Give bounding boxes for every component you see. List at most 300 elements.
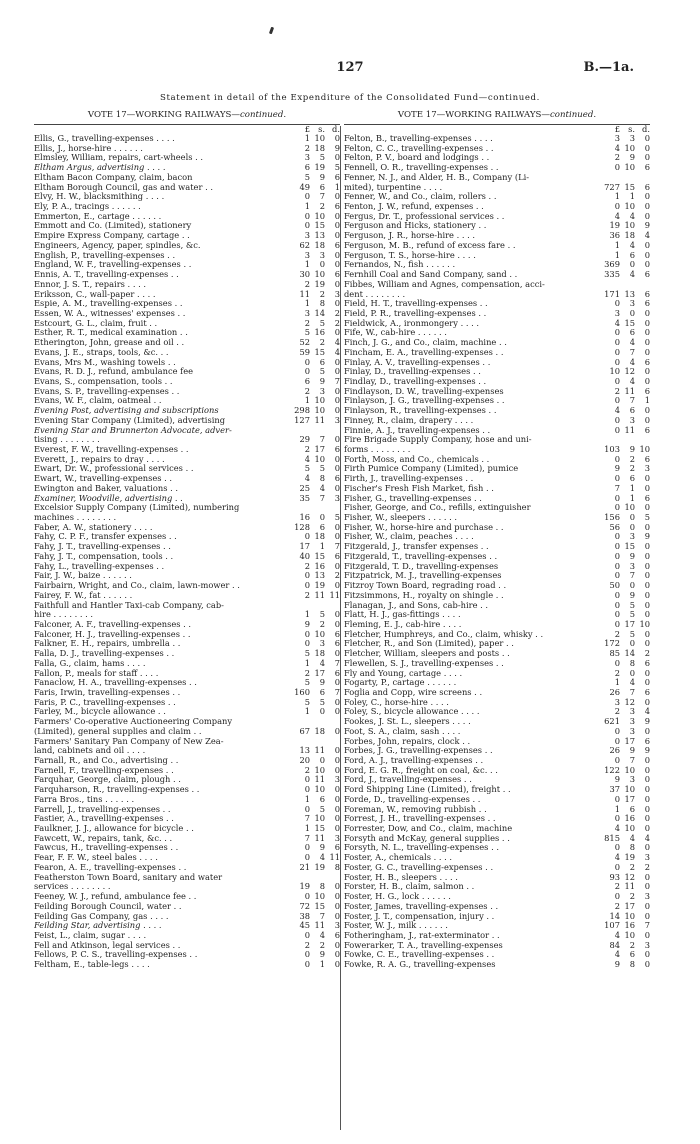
pounds-value: 0 — [614, 346, 620, 357]
expenditure-row — [344, 455, 650, 465]
amount — [594, 601, 650, 611]
pounds-value: 3 — [614, 696, 620, 707]
amount — [594, 445, 650, 455]
pence-value: 5 — [334, 162, 340, 173]
shillings-value: 19 — [314, 580, 325, 591]
pounds-value: 0 — [304, 784, 310, 795]
amount — [594, 290, 650, 300]
amount — [284, 270, 340, 280]
amount — [594, 814, 650, 824]
pence-value: 0 — [334, 813, 340, 824]
expenditure-row — [34, 241, 340, 251]
amount — [594, 552, 650, 562]
amount — [594, 698, 650, 708]
shillings-value: 11 — [624, 881, 635, 892]
shillings-header: s. — [628, 124, 635, 134]
shillings-value: 5 — [629, 599, 635, 610]
amount — [594, 902, 650, 912]
vote-header-right — [344, 110, 650, 121]
payee-description: Field, H. T., travelling-expenses . . — [344, 299, 488, 309]
pence-value: 0 — [334, 677, 340, 688]
pence-value: 6 — [644, 288, 650, 299]
payee-description: Empire Express Company, cartage . . — [34, 231, 190, 241]
amount — [594, 231, 650, 241]
expenditure-row — [34, 144, 340, 154]
expenditure-row — [34, 824, 340, 834]
expenditure-row — [34, 571, 340, 581]
statement-title — [0, 93, 700, 103]
pounds-value: 35 — [299, 492, 310, 503]
expenditure-row — [344, 426, 650, 436]
expenditure-row — [34, 921, 340, 931]
pounds-value: 4 — [614, 852, 620, 863]
amount — [284, 785, 340, 795]
pounds-value: 0 — [614, 424, 620, 435]
pounds-value: 9 — [304, 618, 310, 629]
amount — [284, 348, 340, 358]
shillings-value: 3 — [629, 706, 635, 717]
shillings-value: 8 — [319, 881, 325, 892]
pounds-value: 0 — [614, 337, 620, 348]
pounds-value: 369 — [604, 259, 620, 270]
expenditure-row — [34, 464, 340, 474]
payee-description: Fookes, J. St. L., sleepers . . . . — [344, 717, 471, 727]
pence-value: 0 — [644, 628, 650, 639]
pounds-value: 5 — [304, 171, 310, 182]
pounds-value: 11 — [299, 288, 310, 299]
payee-description: Flanagan, J., and Sons, cab-hire . . — [344, 600, 489, 610]
amount — [594, 873, 650, 883]
expenditure-row — [34, 795, 340, 805]
payee-description: Fieldwick, A., ironmongery . . . . — [344, 318, 480, 328]
payee-description: Etherington, John, grease and oil . . — [34, 338, 185, 348]
pounds-value: 0 — [614, 473, 620, 484]
shillings-value: 9 — [629, 550, 635, 561]
payee-description: English, P., travelling-expenses . . — [34, 250, 176, 260]
payee-description: Farquharson, R., travelling-expenses . . — [34, 785, 200, 795]
amount — [594, 639, 650, 649]
shillings-value: 11 — [314, 589, 325, 600]
pounds-value: 6 — [304, 375, 310, 386]
expenditure-row — [34, 290, 340, 300]
amount — [284, 931, 340, 941]
pounds-value: 5 — [304, 696, 310, 707]
pence-value: 0 — [644, 774, 650, 785]
shillings-value: 10 — [314, 405, 325, 416]
expenditure-row — [34, 532, 340, 542]
expenditure-row — [344, 532, 650, 542]
shillings-value: 0 — [629, 667, 635, 678]
pounds-value: 1 — [614, 249, 620, 260]
pounds-value: 0 — [614, 356, 620, 367]
amount — [594, 950, 650, 960]
expenditure-row — [34, 805, 340, 815]
amount — [594, 843, 650, 853]
pence-value: 0 — [644, 589, 650, 600]
expenditure-row — [344, 387, 650, 397]
shillings-value: 5 — [319, 609, 325, 620]
payee-description: Flatt, H. J., gas-fittings . . . . — [344, 610, 461, 620]
pence-value: 0 — [644, 667, 650, 678]
pence-value: 0 — [644, 929, 650, 940]
expenditure-row — [34, 309, 340, 319]
pence-value: 0 — [644, 881, 650, 892]
payee-description: Falconer, H. J., travelling-expenses . . — [34, 629, 191, 639]
expenditure-row — [34, 960, 340, 970]
pounds-value: 25 — [299, 482, 310, 493]
pounds-value: 50 — [609, 580, 620, 591]
pence-value: 6 — [334, 473, 340, 484]
pounds-value: 4 — [614, 405, 620, 416]
shillings-value: 0 — [319, 259, 325, 270]
amount — [594, 309, 650, 319]
expenditure-row — [34, 202, 340, 212]
pence-value: 0 — [644, 375, 650, 386]
pounds-value: 52 — [299, 337, 310, 348]
expenditure-row — [34, 494, 340, 504]
pence-value: 0 — [644, 337, 650, 348]
amount — [594, 153, 650, 163]
shillings-value: 6 — [629, 249, 635, 260]
pence-value: 0 — [334, 298, 340, 309]
amount — [594, 474, 650, 484]
payee-description: Forsyth and McKay, general supplies . . — [344, 833, 510, 843]
expenditure-row — [344, 319, 650, 329]
amount — [284, 756, 340, 766]
pence-value: 8 — [334, 861, 340, 872]
shillings-value: 3 — [629, 298, 635, 309]
pence-value: 6 — [644, 424, 650, 435]
pence-value: 0 — [334, 385, 340, 396]
payee-description: Evans, Mrs M., washing towels . . — [34, 357, 176, 367]
pounds-value: 0 — [614, 570, 620, 581]
amount — [594, 785, 650, 795]
payee-description: dent . . . . . . . . — [344, 289, 406, 299]
payee-description: Fahy, C. P. F., transfer expenses . . — [34, 532, 177, 542]
shillings-value: 4 — [629, 677, 635, 688]
expenditure-row — [34, 319, 340, 329]
payee-description: Espie, A. M., travelling-expenses . . — [34, 299, 183, 309]
pence-header: d. — [642, 124, 650, 134]
pounds-value: 3 — [304, 307, 310, 318]
expenditure-row — [34, 503, 340, 513]
pounds-value: 0 — [614, 618, 620, 629]
expenditure-row — [344, 698, 650, 708]
amount — [284, 669, 340, 679]
pence-value: 0 — [334, 891, 340, 902]
amount — [594, 299, 650, 309]
amount — [284, 873, 340, 883]
pounds-value: 3 — [304, 249, 310, 260]
pounds-value: 335 — [604, 269, 620, 280]
payee-description: Findlayson, D. W., travelling-expenses — [344, 386, 504, 396]
payee-description: services . . . . . . . . — [34, 882, 111, 892]
expenditure-row — [34, 542, 340, 552]
expenditure-row — [344, 221, 650, 231]
payee-description: Farley, M., bicycle allowance . . — [34, 707, 166, 717]
pence-value: 3 — [334, 920, 340, 931]
payee-description: Eltham Argus, advertising . . . . — [34, 163, 166, 173]
amount — [594, 494, 650, 504]
expenditure-row — [344, 669, 650, 679]
pounds-value: 1 — [614, 191, 620, 202]
pounds-value: 156 — [604, 512, 620, 523]
pounds-value: 0 — [614, 201, 620, 212]
payee-description: Faris, Irwin, travelling-expenses . . — [34, 687, 181, 697]
pounds-value: 107 — [604, 920, 620, 931]
shillings-value: 0 — [319, 755, 325, 765]
expenditure-row — [344, 231, 650, 241]
pounds-value: 1 — [304, 298, 310, 309]
pence-value: 0 — [644, 638, 650, 649]
expenditure-row — [344, 183, 650, 193]
payee-description: Ennis, A. T., travelling-expenses . . — [34, 270, 179, 280]
shillings-value: 5 — [319, 366, 325, 377]
pounds-value: 0 — [614, 541, 620, 552]
amount — [594, 328, 650, 338]
expenditure-row — [34, 581, 340, 591]
pence-value: 7 — [334, 686, 340, 697]
shillings-value: 3 — [629, 716, 635, 727]
amount — [284, 523, 340, 533]
shillings-value: 7 — [629, 395, 635, 406]
stray-mark — [269, 27, 274, 35]
shillings-value: 7 — [629, 755, 635, 765]
pence-value: 0 — [334, 356, 340, 367]
pence-value: 0 — [334, 959, 340, 970]
amount — [594, 707, 650, 717]
pounds-value: 62 — [299, 239, 310, 250]
pence-value: 0 — [644, 327, 650, 338]
pounds-value: 0 — [304, 929, 310, 940]
pounds-value: 0 — [614, 813, 620, 824]
shillings-value: 9 — [629, 152, 635, 163]
amount — [594, 416, 650, 426]
expenditure-row — [34, 134, 340, 144]
pence-value: 0 — [644, 473, 650, 484]
pence-value: 0 — [334, 823, 340, 834]
amount — [284, 192, 340, 202]
payee-description: Forde, D., travelling-expenses . . — [344, 794, 481, 804]
pence-value: 0 — [334, 793, 340, 804]
shillings-value: 18 — [314, 142, 325, 153]
pence-value: 0 — [334, 803, 340, 814]
shillings-value: 6 — [629, 327, 635, 338]
expenditure-row — [34, 231, 340, 241]
expenditure-row — [34, 912, 340, 922]
expenditure-row — [34, 717, 340, 727]
pence-value: 6 — [334, 550, 340, 561]
amount — [594, 912, 650, 922]
shillings-value: 17 — [624, 900, 635, 911]
pounds-value: 1 — [614, 803, 620, 814]
amount — [284, 805, 340, 815]
pounds-value: 0 — [304, 210, 310, 221]
payee-description: Fisher, W., claim, peaches . . . . — [344, 532, 474, 542]
pounds-value: 727 — [604, 181, 620, 192]
pounds-value: 93 — [609, 871, 620, 882]
pounds-value: 0 — [614, 589, 620, 600]
expenditure-row — [344, 163, 650, 173]
amount — [594, 212, 650, 222]
shillings-value: 11 — [314, 774, 325, 785]
shillings-value: 3 — [629, 560, 635, 571]
payee-description: Ferguson, T. S., horse-hire . . . . — [344, 250, 476, 260]
payee-description: Ferguson and Hicks, stationery . . — [344, 221, 487, 231]
amount — [594, 960, 650, 970]
payee-description: Felton, B., travelling-expenses . . . . — [344, 134, 493, 143]
shillings-value: 5 — [319, 696, 325, 707]
expenditure-row — [344, 445, 650, 455]
amount — [594, 620, 650, 630]
amount — [594, 260, 650, 270]
payee-description: Foster, A., chemicals . . . . — [344, 853, 453, 863]
payee-description: Foster, H. B., sleepers . . . . — [344, 872, 458, 882]
pounds-value: 84 — [609, 939, 620, 950]
amount — [284, 144, 340, 154]
payee-description: Felton, P. V., board and lodgings . . — [344, 153, 490, 163]
expenditure-row — [344, 678, 650, 688]
shillings-value: 8 — [629, 842, 635, 853]
pence-value: 0 — [334, 327, 340, 338]
payee-description: forms . . . . . . . . — [344, 445, 411, 454]
amount — [284, 795, 340, 805]
expenditure-row — [34, 639, 340, 649]
amount — [284, 319, 340, 329]
amount — [284, 678, 340, 688]
amount — [594, 163, 650, 173]
payee-description: Field, P. R., travelling-expenses . . — [344, 308, 487, 318]
shillings-value: 15 — [314, 346, 325, 357]
amount — [594, 824, 650, 834]
pounds-value: 40 — [299, 550, 310, 561]
payee-description: Evening Star Company (Limited), advertising — [34, 415, 226, 425]
payee-description: Fell and Atkinson, legal services . . — [34, 940, 181, 950]
pence-value: 0 — [644, 201, 650, 212]
expenditure-row — [34, 863, 340, 873]
shillings-value: 9 — [319, 842, 325, 853]
amount — [594, 892, 650, 902]
shillings-value: 9 — [319, 375, 325, 386]
shillings-value: 0 — [629, 521, 635, 532]
shillings-value: 17 — [624, 735, 635, 746]
payee-description: Everett, J., repairs to dray . . . . — [34, 454, 165, 464]
amount — [594, 484, 650, 494]
pence-value: 0 — [334, 366, 340, 377]
payee-description: Fibbes, William and Agnes, compensation, acci- — [344, 279, 545, 289]
shillings-value: 19 — [314, 278, 325, 289]
pence-value: 3 — [644, 463, 650, 474]
pounds-value: 7 — [304, 832, 310, 843]
pounds-value: 0 — [614, 162, 620, 173]
payee-description: England, W. F., travelling-expenses . . — [34, 260, 192, 270]
payee-description: Fitzgerald, T., travelling-expenses . . — [344, 551, 498, 561]
shillings-value: 10 — [624, 201, 635, 212]
shillings-value: 4 — [629, 269, 635, 280]
shillings-value: 14 — [624, 648, 635, 659]
shillings-value: 15 — [314, 900, 325, 911]
expenditure-row — [344, 960, 650, 970]
pounds-value: 2 — [304, 667, 310, 678]
expenditure-row — [344, 144, 650, 154]
amount — [284, 892, 340, 902]
amount — [284, 562, 340, 572]
pence-value: 0 — [644, 414, 650, 425]
pounds-value: 4 — [614, 949, 620, 960]
payee-description: Forrester, Dow, and Co., claim, machine — [344, 824, 513, 834]
pence-value: 6 — [334, 842, 340, 853]
amount — [594, 649, 650, 659]
shillings-value: 14 — [314, 307, 325, 318]
pounds-value: 171 — [604, 288, 620, 299]
pence-value: 4 — [644, 230, 650, 241]
pence-value: 9 — [644, 220, 650, 231]
shillings-value: 1 — [629, 492, 635, 503]
amount — [284, 367, 340, 377]
amount — [284, 202, 340, 212]
pence-value: 0 — [644, 550, 650, 561]
pounds-value: 1 — [304, 706, 310, 717]
amount — [594, 756, 650, 766]
pence-value: 0 — [644, 793, 650, 804]
payee-description: Fahy, J. T., travelling-expenses . . — [34, 542, 171, 552]
payee-description: Estcourt, G. L., claim, fruit . . — [34, 318, 158, 328]
document-reference: B.—1a. — [583, 60, 634, 75]
payee-description: Ewart, Dr. W., professional services . . — [34, 464, 194, 474]
shillings-value: 10 — [624, 502, 635, 513]
payee-description: Firth Pumice Company (Limited), pumice — [344, 464, 519, 474]
pounds-value: 2 — [614, 706, 620, 717]
payee-description: Fletcher, Humphreys, and Co., claim, whisky . . — [344, 629, 544, 639]
pence-value: 0 — [644, 239, 650, 250]
shillings-value: 7 — [629, 346, 635, 357]
amount — [284, 552, 340, 562]
shillings-value: 2 — [319, 288, 325, 299]
pence-value: 0 — [644, 959, 650, 970]
pence-value: 6 — [644, 686, 650, 697]
amount — [284, 328, 340, 338]
pounds-value: 160 — [294, 686, 310, 697]
shillings-value: 2 — [629, 453, 635, 464]
pence-value: 0 — [334, 482, 340, 493]
shillings-value: 5 — [319, 463, 325, 474]
shillings-value: 4 — [629, 832, 635, 843]
pounds-value: 10 — [609, 366, 620, 377]
payee-description: Fawcus, H., travelling-expenses . . — [34, 843, 179, 853]
payee-description: Fear, F. F. W., steel bales . . . . — [34, 853, 158, 863]
pence-value: 0 — [644, 346, 650, 357]
payee-description: Emmerton, E., cartage . . . . . . — [34, 211, 162, 221]
pounds-value: 0 — [614, 502, 620, 513]
expenditure-row — [34, 931, 340, 941]
payee-description: Fisher, W., horse-hire and purchase . . — [344, 522, 504, 532]
payee-description: Farquhar, George, claim, plough . . — [34, 775, 181, 785]
shillings-value: 7 — [319, 191, 325, 202]
pence-value: 6 — [334, 444, 340, 454]
expenditure-row — [344, 727, 650, 737]
payee-description: mited), turpentine . . . . — [344, 182, 443, 192]
amount — [284, 445, 340, 455]
payee-description: Ewington and Baker, valuations . . — [34, 483, 179, 493]
expenditure-row — [34, 474, 340, 484]
payee-description: Fawcett, W., repairs, tank, &c. . . — [34, 833, 173, 843]
pounds-header: £ — [614, 124, 620, 134]
expenditure-row — [344, 620, 650, 630]
expenditure-row — [34, 348, 340, 358]
pounds-value: 1 — [304, 133, 310, 143]
pounds-value: 0 — [614, 793, 620, 804]
shillings-value: 16 — [624, 813, 635, 824]
